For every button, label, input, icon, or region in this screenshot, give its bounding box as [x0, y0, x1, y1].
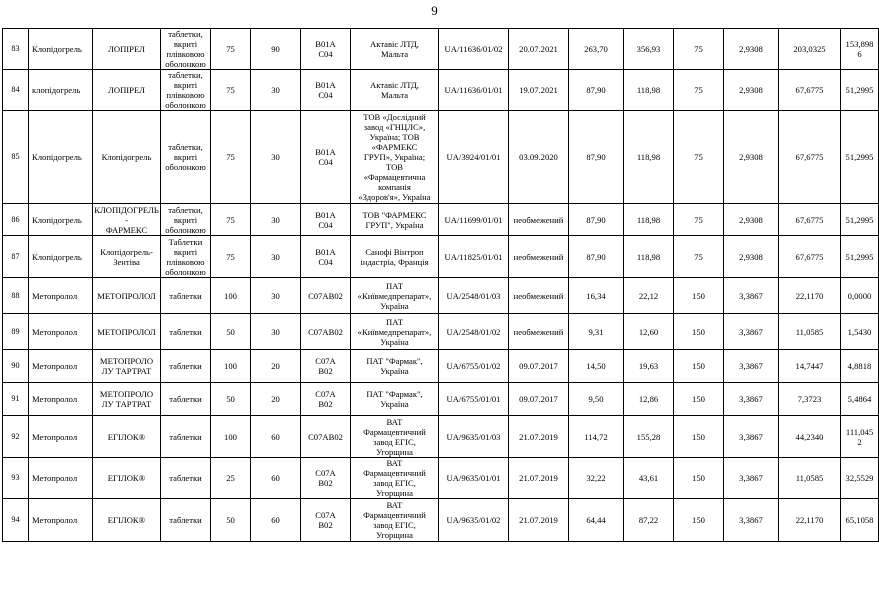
atc-code-cell: C07A B02: [301, 499, 351, 542]
dose-cell: 100: [211, 350, 251, 383]
row-number-cell: 86: [3, 204, 29, 236]
registration-date-cell: 09.07.2017: [509, 350, 569, 383]
trade-name-cell: ЕГІЛОК®: [93, 416, 161, 458]
price-cell: 87,90: [569, 111, 624, 204]
price-cell: 87,90: [569, 204, 624, 236]
dose-cell: 25: [211, 458, 251, 499]
copay-cell: 153,898 6: [841, 29, 879, 70]
registration-date-cell: 21.07.2019: [509, 416, 569, 458]
medicine-price-table: [2, 28, 879, 542]
ddd-cell: 75: [674, 236, 724, 278]
manufacturer-cell: ПАТ "Фармак", Україна: [351, 383, 439, 416]
reimbursement-cell: 7,3723: [779, 383, 841, 416]
row-number-cell: 90: [3, 350, 29, 383]
copay-cell: 51,2995: [841, 70, 879, 111]
price-cell: 14,50: [569, 350, 624, 383]
dosage-form-cell: таблетки: [161, 416, 211, 458]
inn-cell: Клопідогрель: [29, 111, 93, 204]
dosage-form-cell: таблетки, вкриті плівковою оболонкою: [161, 29, 211, 70]
trade-name-cell: Клопідогрель: [93, 111, 161, 204]
pack-quantity-cell: 30: [251, 278, 301, 314]
manufacturer-cell: ВАТ Фармацевтичний завод ЕГІС, Угорщина: [351, 458, 439, 499]
pack-quantity-cell: 20: [251, 350, 301, 383]
retail-price-cell: 87,22: [624, 499, 674, 542]
pack-quantity-cell: 90: [251, 29, 301, 70]
ddd-cell: 75: [674, 29, 724, 70]
reimbursement-cell: 11,0585: [779, 314, 841, 350]
dosage-form-cell: таблетки: [161, 278, 211, 314]
row-number-cell: 88: [3, 278, 29, 314]
table-body: [3, 29, 879, 542]
trade-name-cell: МЕТОПРОЛОЛ: [93, 314, 161, 350]
ddd-cell: 75: [674, 111, 724, 204]
registration-number-cell: UA/3924/01/01: [439, 111, 509, 204]
atc-code-cell: C07AB02: [301, 416, 351, 458]
price-cell: 16,34: [569, 278, 624, 314]
reimbursement-cell: 203,0325: [779, 29, 841, 70]
table-row: [3, 350, 879, 383]
pack-quantity-cell: 60: [251, 499, 301, 542]
reimbursement-cell: 67,6775: [779, 204, 841, 236]
registration-date-cell: необмежений: [509, 278, 569, 314]
inn-cell: Метопролол: [29, 278, 93, 314]
manufacturer-cell: ТОВ "ФАРМЕКС ГРУП", Україна: [351, 204, 439, 236]
atc-code-cell: B01A C04: [301, 70, 351, 111]
atc-code-cell: B01A C04: [301, 236, 351, 278]
row-number-cell: 93: [3, 458, 29, 499]
dose-cell: 75: [211, 111, 251, 204]
trade-name-cell: Клопідогрель- Зентіва: [93, 236, 161, 278]
retail-price-cell: 12,60: [624, 314, 674, 350]
dose-cell: 100: [211, 278, 251, 314]
price-cell: 9,31: [569, 314, 624, 350]
registration-date-cell: необмежений: [509, 236, 569, 278]
coefficient-cell: 3,3867: [724, 314, 779, 350]
dosage-form-cell: таблетки: [161, 350, 211, 383]
pack-quantity-cell: 30: [251, 314, 301, 350]
registration-number-cell: UA/2548/01/02: [439, 314, 509, 350]
registration-number-cell: UA/11636/01/01: [439, 70, 509, 111]
inn-cell: Клопідогрель: [29, 29, 93, 70]
table-row: [3, 70, 879, 111]
registration-date-cell: 21.07.2019: [509, 499, 569, 542]
dose-cell: 75: [211, 236, 251, 278]
coefficient-cell: 3,3867: [724, 278, 779, 314]
registration-date-cell: 20.07.2021: [509, 29, 569, 70]
trade-name-cell: ЕГІЛОК®: [93, 499, 161, 542]
registration-date-cell: 09.07.2017: [509, 383, 569, 416]
copay-cell: 5,4864: [841, 383, 879, 416]
copay-cell: 51,2995: [841, 236, 879, 278]
reimbursement-cell: 44,2340: [779, 416, 841, 458]
coefficient-cell: 2,9308: [724, 70, 779, 111]
coefficient-cell: 3,3867: [724, 458, 779, 499]
ddd-cell: 150: [674, 416, 724, 458]
dose-cell: 50: [211, 499, 251, 542]
retail-price-cell: 118,98: [624, 204, 674, 236]
trade-name-cell: МЕТОПРОЛОЛ: [93, 278, 161, 314]
manufacturer-cell: Актавіс ЛТД, Мальта: [351, 29, 439, 70]
table-row: [3, 458, 879, 499]
dosage-form-cell: таблетки, вкриті оболонкою: [161, 111, 211, 204]
dosage-form-cell: таблетки, вкриті оболонкою: [161, 204, 211, 236]
table-row: [3, 111, 879, 204]
row-number-cell: 89: [3, 314, 29, 350]
pack-quantity-cell: 30: [251, 111, 301, 204]
registration-number-cell: UA/9635/01/03: [439, 416, 509, 458]
inn-cell: Метопролол: [29, 416, 93, 458]
trade-name-cell: ЛОПІРЕЛ: [93, 70, 161, 111]
manufacturer-cell: ТОВ «Дослідний завод «ГНЦЛС», Україна; ТОВ «ФАРМЕКС ГРУП», Україна; ТОВ «Фармацевтична компанія «Здоров'я», Україна: [351, 111, 439, 204]
table-row: [3, 416, 879, 458]
pack-quantity-cell: 60: [251, 416, 301, 458]
ddd-cell: 75: [674, 204, 724, 236]
trade-name-cell: КЛОПІДОГРЕЛЬ- ФАРМЕКС: [94, 204, 159, 235]
atc-code-cell: C07A B02: [301, 383, 351, 416]
coefficient-cell: 2,9308: [724, 236, 779, 278]
registration-number-cell: UA/11699/01/01: [439, 204, 509, 236]
manufacturer-cell: Актавіс ЛТД, Мальта: [351, 70, 439, 111]
row-number-cell: 83: [3, 29, 29, 70]
price-cell: 87,90: [569, 236, 624, 278]
coefficient-cell: 2,9308: [724, 204, 779, 236]
manufacturer-cell: Санофі Вінтроп індастріа, Франція: [351, 236, 439, 278]
dose-cell: 50: [211, 383, 251, 416]
ddd-cell: 150: [674, 499, 724, 542]
coefficient-cell: 3,3867: [724, 383, 779, 416]
copay-cell: 51,2995: [841, 111, 879, 204]
registration-date-cell: 19.07.2021: [509, 70, 569, 111]
row-number-cell: 87: [3, 236, 29, 278]
price-cell: 64,44: [569, 499, 624, 542]
ddd-cell: 150: [674, 383, 724, 416]
ddd-cell: 150: [674, 458, 724, 499]
reimbursement-cell: 22,1170: [779, 278, 841, 314]
price-cell: 32,22: [569, 458, 624, 499]
retail-price-cell: 12,86: [624, 383, 674, 416]
price-cell: 263,70: [569, 29, 624, 70]
retail-price-cell: 118,98: [624, 236, 674, 278]
coefficient-cell: 2,9308: [724, 29, 779, 70]
pack-quantity-cell: 20: [251, 383, 301, 416]
retail-price-cell: 19,63: [624, 350, 674, 383]
retail-price-cell: 118,98: [624, 111, 674, 204]
atc-code-cell: B01A C04: [301, 29, 351, 70]
atc-code-cell: C07AB02: [301, 278, 351, 314]
registration-number-cell: UA/9635/01/02: [439, 499, 509, 542]
coefficient-cell: 3,3867: [724, 416, 779, 458]
table-row: [3, 383, 879, 416]
atc-code-cell: C07AB02: [301, 314, 351, 350]
inn-cell: Метопролол: [29, 314, 93, 350]
copay-cell: 32,5529: [841, 458, 879, 499]
registration-number-cell: UA/6755/01/01: [439, 383, 509, 416]
row-number-cell: 85: [3, 111, 29, 204]
dosage-form-cell: таблетки: [161, 458, 211, 499]
registration-number-cell: UA/6755/01/02: [439, 350, 509, 383]
trade-name-cell: МЕТОПРОЛО ЛУ ТАРТРАТ: [93, 383, 161, 416]
table-row: [3, 29, 879, 70]
dosage-form-cell: таблетки: [161, 314, 211, 350]
reimbursement-cell: 14,7447: [779, 350, 841, 383]
pack-quantity-cell: 30: [251, 236, 301, 278]
reimbursement-cell: 11,0585: [779, 458, 841, 499]
ddd-cell: 150: [674, 278, 724, 314]
copay-cell: 1,5430: [841, 314, 879, 350]
ddd-cell: 150: [674, 350, 724, 383]
dose-cell: 50: [211, 314, 251, 350]
retail-price-cell: 43,61: [624, 458, 674, 499]
ddd-cell: 150: [674, 314, 724, 350]
atc-code-cell: C07A B02: [301, 350, 351, 383]
registration-date-cell: необмежений: [509, 204, 569, 236]
inn-cell: Метопролол: [29, 458, 93, 499]
pack-quantity-cell: 30: [251, 204, 301, 236]
inn-cell: Клопідогрель: [29, 204, 93, 236]
table-row: [3, 278, 879, 314]
trade-name-cell: ЕГІЛОК®: [93, 458, 161, 499]
inn-cell: Метопролол: [29, 499, 93, 542]
inn-cell: Клопідогрель: [29, 236, 93, 278]
retail-price-cell: 118,98: [624, 70, 674, 111]
dose-cell: 75: [211, 204, 251, 236]
dosage-form-cell: таблетки: [161, 499, 211, 542]
ddd-cell: 75: [674, 70, 724, 111]
dose-cell: 100: [211, 416, 251, 458]
copay-cell: 65,1058: [841, 499, 879, 542]
trade-name-cell: ЛОПІРЕЛ: [93, 29, 161, 70]
row-number-cell: 92: [3, 416, 29, 458]
reimbursement-cell: 67,6775: [779, 70, 841, 111]
atc-code-cell: B01A C04: [301, 111, 351, 204]
dose-cell: 75: [211, 70, 251, 111]
registration-date-cell: необмежений: [509, 314, 569, 350]
retail-price-cell: 22,12: [624, 278, 674, 314]
row-number-cell: 84: [3, 70, 29, 111]
atc-code-cell: B01A C04: [301, 204, 351, 236]
reimbursement-cell: 67,6775: [779, 236, 841, 278]
row-number-cell: 91: [3, 383, 29, 416]
registration-number-cell: UA/2548/01/03: [439, 278, 509, 314]
copay-cell: 51,2995: [841, 204, 879, 236]
retail-price-cell: 356,93: [624, 29, 674, 70]
registration-date-cell: 21.07.2019: [509, 458, 569, 499]
trade-name-cell: МЕТОПРОЛО ЛУ ТАРТРАТ: [93, 350, 161, 383]
registration-number-cell: UA/11825/01/01: [439, 236, 509, 278]
dosage-form-cell: таблетки, вкриті плівковою оболонкою: [161, 70, 211, 111]
price-cell: 114,72: [569, 416, 624, 458]
table-row: [3, 236, 879, 278]
manufacturer-cell: ПАТ «Київмедпрепарат», Україна: [351, 278, 439, 314]
row-number-cell: 94: [3, 499, 29, 542]
manufacturer-cell: ВАТ Фармацевтичний завод ЕГІС, Угорщина: [351, 416, 439, 458]
table-row: [3, 314, 879, 350]
table-row: [3, 204, 879, 236]
registration-number-cell: UA/9635/01/01: [439, 458, 509, 499]
manufacturer-cell: ВАТ Фармацевтичний завод ЕГІС, Угорщина: [351, 499, 439, 542]
page-number: 9: [431, 3, 438, 18]
coefficient-cell: 2,9308: [724, 111, 779, 204]
registration-date-cell: 03.09.2020: [509, 111, 569, 204]
copay-cell: 0,0000: [841, 278, 879, 314]
atc-code-cell: C07A B02: [301, 458, 351, 499]
dose-cell: 75: [211, 29, 251, 70]
dosage-form-cell: таблетки: [161, 383, 211, 416]
price-cell: 9,50: [569, 383, 624, 416]
reimbursement-cell: 22,1170: [779, 499, 841, 542]
price-cell: 87,90: [569, 70, 624, 111]
coefficient-cell: 3,3867: [724, 499, 779, 542]
manufacturer-cell: ПАТ «Київмедпрепарат», Україна: [351, 314, 439, 350]
retail-price-cell: 155,28: [624, 416, 674, 458]
reimbursement-cell: 67,6775: [779, 111, 841, 204]
inn-cell: Метопролол: [29, 350, 93, 383]
manufacturer-cell: ПАТ "Фармак", Україна: [351, 350, 439, 383]
table-row: [3, 499, 879, 542]
registration-number-cell: UA/11636/01/02: [439, 29, 509, 70]
pack-quantity-cell: 30: [251, 70, 301, 111]
copay-cell: 4,8818: [841, 350, 879, 383]
copay-cell: 111,045 2: [841, 416, 879, 458]
pack-quantity-cell: 60: [251, 458, 301, 499]
dosage-form-cell: Таблетки вкриті плівковою оболонкою: [161, 236, 211, 278]
inn-cell: клопідогрель: [29, 70, 93, 111]
inn-cell: Метопролол: [29, 383, 93, 416]
coefficient-cell: 3,3867: [724, 350, 779, 383]
